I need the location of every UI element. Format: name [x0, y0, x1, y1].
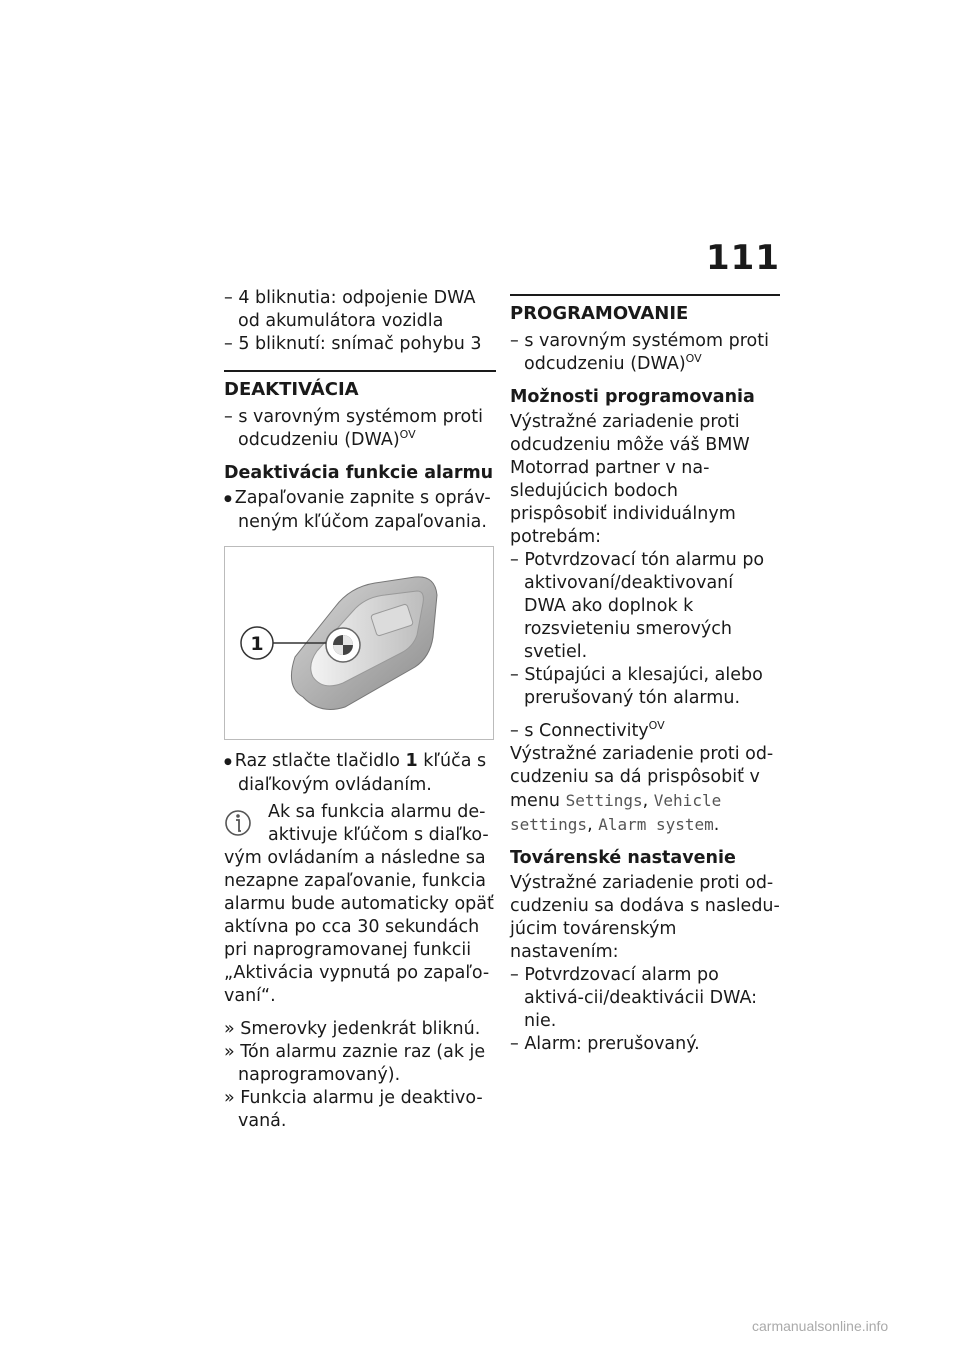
subheading-alarm-deactivation: Deaktivácia funkcie alarmu: [224, 463, 494, 483]
list-item: – 5 bliknutí: snímač pohybu 3: [224, 333, 496, 356]
watermark: carmanualsonline.info: [752, 1318, 889, 1334]
section-divider: [510, 294, 780, 296]
subheading-factory-settings: Továrenské nastavenie: [510, 848, 736, 868]
result-item: » Funkcia alarmu je deaktivo-vaná.: [224, 1087, 496, 1133]
menu-path: Vehicle settings: [510, 791, 722, 834]
condition-note: – s varovným systémom proti odcudzeniu (DWA)$^{OV}$: [510, 330, 780, 376]
page-number: 111: [706, 238, 780, 278]
figure-callout-label: 1: [250, 633, 264, 655]
list-item: – Alarm: prerušovaný.: [510, 1033, 780, 1056]
list-item: – 4 bliknutia: odpojenie DWA od akumulátora vozidla: [224, 287, 496, 333]
result-item: » Tón alarmu zaznie raz (ak je naprogramovaný).: [224, 1041, 496, 1087]
key-fob-figure: [224, 546, 494, 740]
key-fob-illustration: [225, 547, 493, 739]
connectivity-description: Výstražné zariadenie proti od-cudzeniu sa dá prispôsobiť v menu Settings, Vehicle settings, Alarm system.: [510, 744, 774, 835]
list-item: – Stúpajúci a klesajúci, alebo prerušovaný tón alarmu.: [510, 664, 780, 710]
result-item: » Smerovky jedenkrát bliknú.: [224, 1018, 496, 1041]
info-icon: [224, 803, 254, 839]
factory-description: Výstražné zariadenie proti od-cudzeniu sa dodáva s nasledu-júcim továrenským nastavením:: [510, 873, 780, 962]
section-title-deactivation: DEAKTIVÁCIA: [224, 379, 359, 400]
list-item: – Potvrdzovací tón alarmu po aktivovaní/deaktivovaní DWA ako doplnok k rozsvieteniu smerových svetiel.: [510, 549, 780, 664]
menu-path: Settings: [565, 791, 643, 810]
menu-path: Alarm system: [598, 815, 714, 834]
step-ignition: ● Zapaľovanie zapnite s opráv-neným kľúčom zapaľovania.: [224, 487, 496, 534]
info-line: Ak sa funkcia alarmu de-: [268, 802, 486, 822]
subheading-options: Možnosti programovania: [510, 387, 755, 407]
left-column: [224, 287, 496, 1133]
list-item: – Potvrdzovací alarm po aktivá-cii/deaktivácii DWA: nie.: [510, 964, 780, 1033]
section-title-programming: PROGRAMOVANIE: [510, 303, 689, 324]
section-divider: [224, 370, 496, 372]
connectivity-condition: – s Connectivity$^{OV}$: [510, 720, 780, 743]
info-text: vým ovládaním a následne sa nezapne zapaľovanie, funkcia alarmu bude automaticky opäť aktívna po cca 30 sekundách pri naprogramovanej funkcii „Aktivácia vypnutá po zapaľo-vaní“.: [224, 848, 494, 1006]
options-description: Výstražné zariadenie proti odcudzeniu môže váš BMW Motorrad partner v na-sledujúcich bodoch prispôsobiť individuálnym potrebám:: [510, 412, 750, 547]
condition-note: – s varovným systémom proti odcudzeniu (DWA)$^{OV}$: [224, 406, 496, 452]
right-column: [510, 287, 780, 1056]
info-line: aktivuje kľúčom s diaľko-: [268, 825, 489, 845]
step-press-button: ● Raz stlačte tlačidlo 1 kľúča s diaľkovým ovládaním.: [224, 750, 496, 797]
info-note: [224, 801, 496, 1008]
